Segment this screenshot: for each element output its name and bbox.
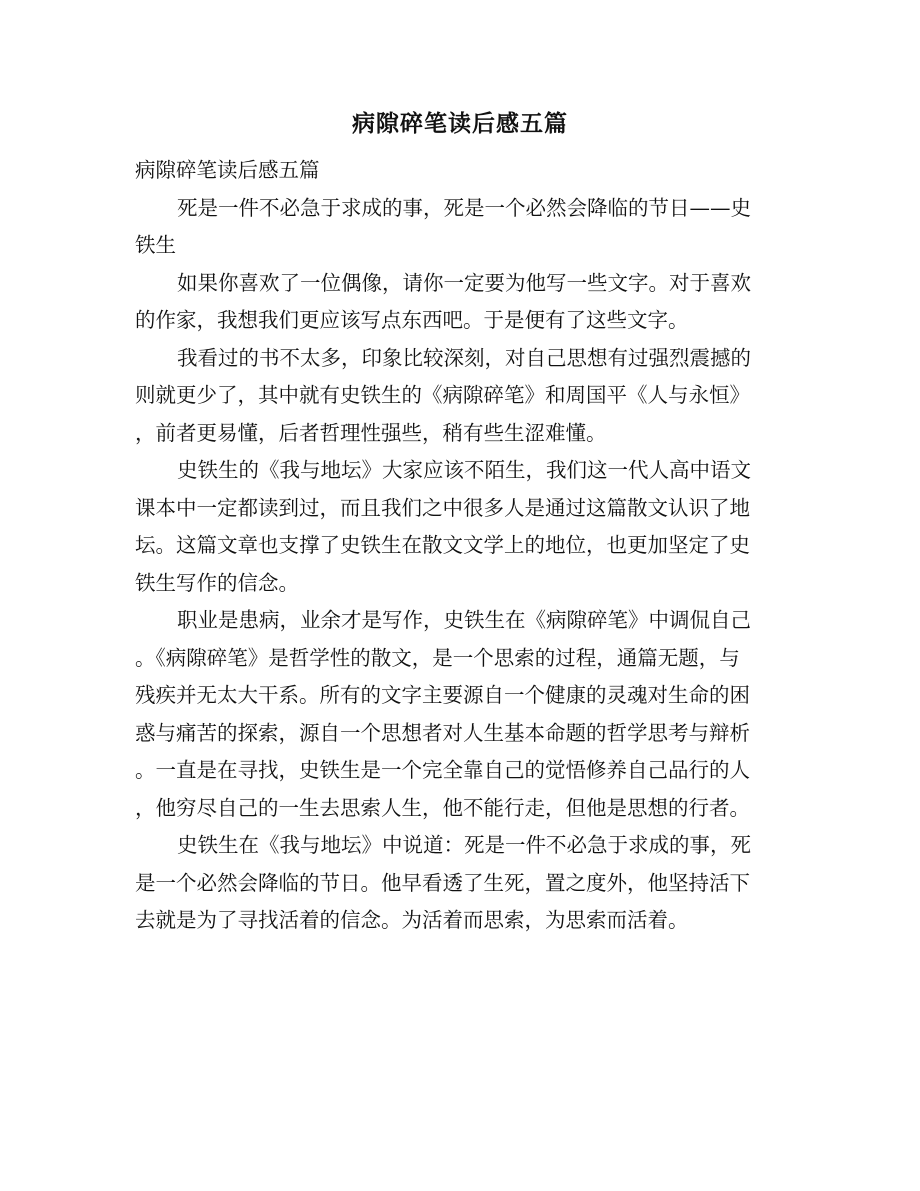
paragraph-line: ，前者更易懂，后者哲理性强些，稍有些生涩难懂。	[135, 420, 607, 445]
paragraph-line: 惑与痛苦的探索，源自一个思想者对人生基本命题的哲学思考与辩析	[135, 720, 750, 745]
paragraph-line: 则就更少了，其中就有史铁生的《病隙碎笔》和周国平《人与永恒》	[135, 383, 750, 407]
paragraph-line: 史铁生的《我与地坛》大家应该不陌生，我们这一代人高中语文	[177, 458, 751, 482]
paragraph-line: 。一直是在寻找，史铁生是一个完全靠自己的觉悟修养自己品行的人	[135, 758, 750, 782]
paragraph-line: ，他穷尽自己的一生去思索人生，他不能行走，但他是思想的行者。	[135, 795, 750, 820]
paragraph-line: 的作家，我想我们更应该写点东西吧。于是便有了这些文字。	[135, 308, 689, 332]
paragraph-line: 是一个必然会降临的节日。他早看透了生死，置之度外，他坚持活下	[135, 870, 750, 895]
paragraph-line: 我看过的书不太多，印象比较深刻，对自己思想有过强烈震撼的	[177, 345, 751, 370]
paragraph-line: 。《病隙碎笔》是哲学性的散文，是一个思索的过程，通篇无题，与	[135, 645, 740, 670]
paragraph-6	[135, 827, 775, 940]
document-title: 病隙碎笔读后感五篇	[352, 110, 568, 137]
paragraph-line: 铁生	[135, 233, 176, 257]
paragraph-line: 如果你喜欢了一位偶像，请你一定要为他写一些文字。对于喜欢	[177, 270, 751, 295]
paragraph-2	[135, 265, 775, 340]
paragraph-line: 残疾并无太大干系。所有的文字主要源自一个健康的灵魂对生命的困	[135, 683, 750, 707]
paragraph-4	[135, 452, 775, 602]
subtitle-line: 病隙碎笔读后感五篇	[135, 158, 320, 182]
paragraph-line: 铁生写作的信念。	[135, 570, 299, 595]
paragraph-line: 课本中一定都读到过，而且我们之中很多人是通过这篇散文认识了地	[135, 495, 750, 520]
document-body	[135, 152, 775, 940]
paragraph-line: 职业是患病，业余才是写作，史铁生在《病隙碎笔》中调侃自己	[177, 608, 751, 632]
paragraph-line: 去就是为了寻找活着的信念。为活着而思索，为思索而活着。	[135, 908, 689, 932]
paragraph-line: 史铁生在《我与地坛》中说道：死是一件不必急于求成的事，死	[177, 833, 751, 857]
paragraph-3	[135, 340, 775, 453]
paragraph-1	[135, 190, 775, 265]
paragraph-5	[135, 602, 775, 827]
document-subtitle	[135, 152, 775, 190]
paragraph-line: 坛。这篇文章也支撑了史铁生在散文文学上的地位，也更加坚定了史	[135, 533, 750, 557]
paragraph-line: 死是一件不必急于求成的事，死是一个必然会降临的节日——史	[177, 195, 751, 220]
